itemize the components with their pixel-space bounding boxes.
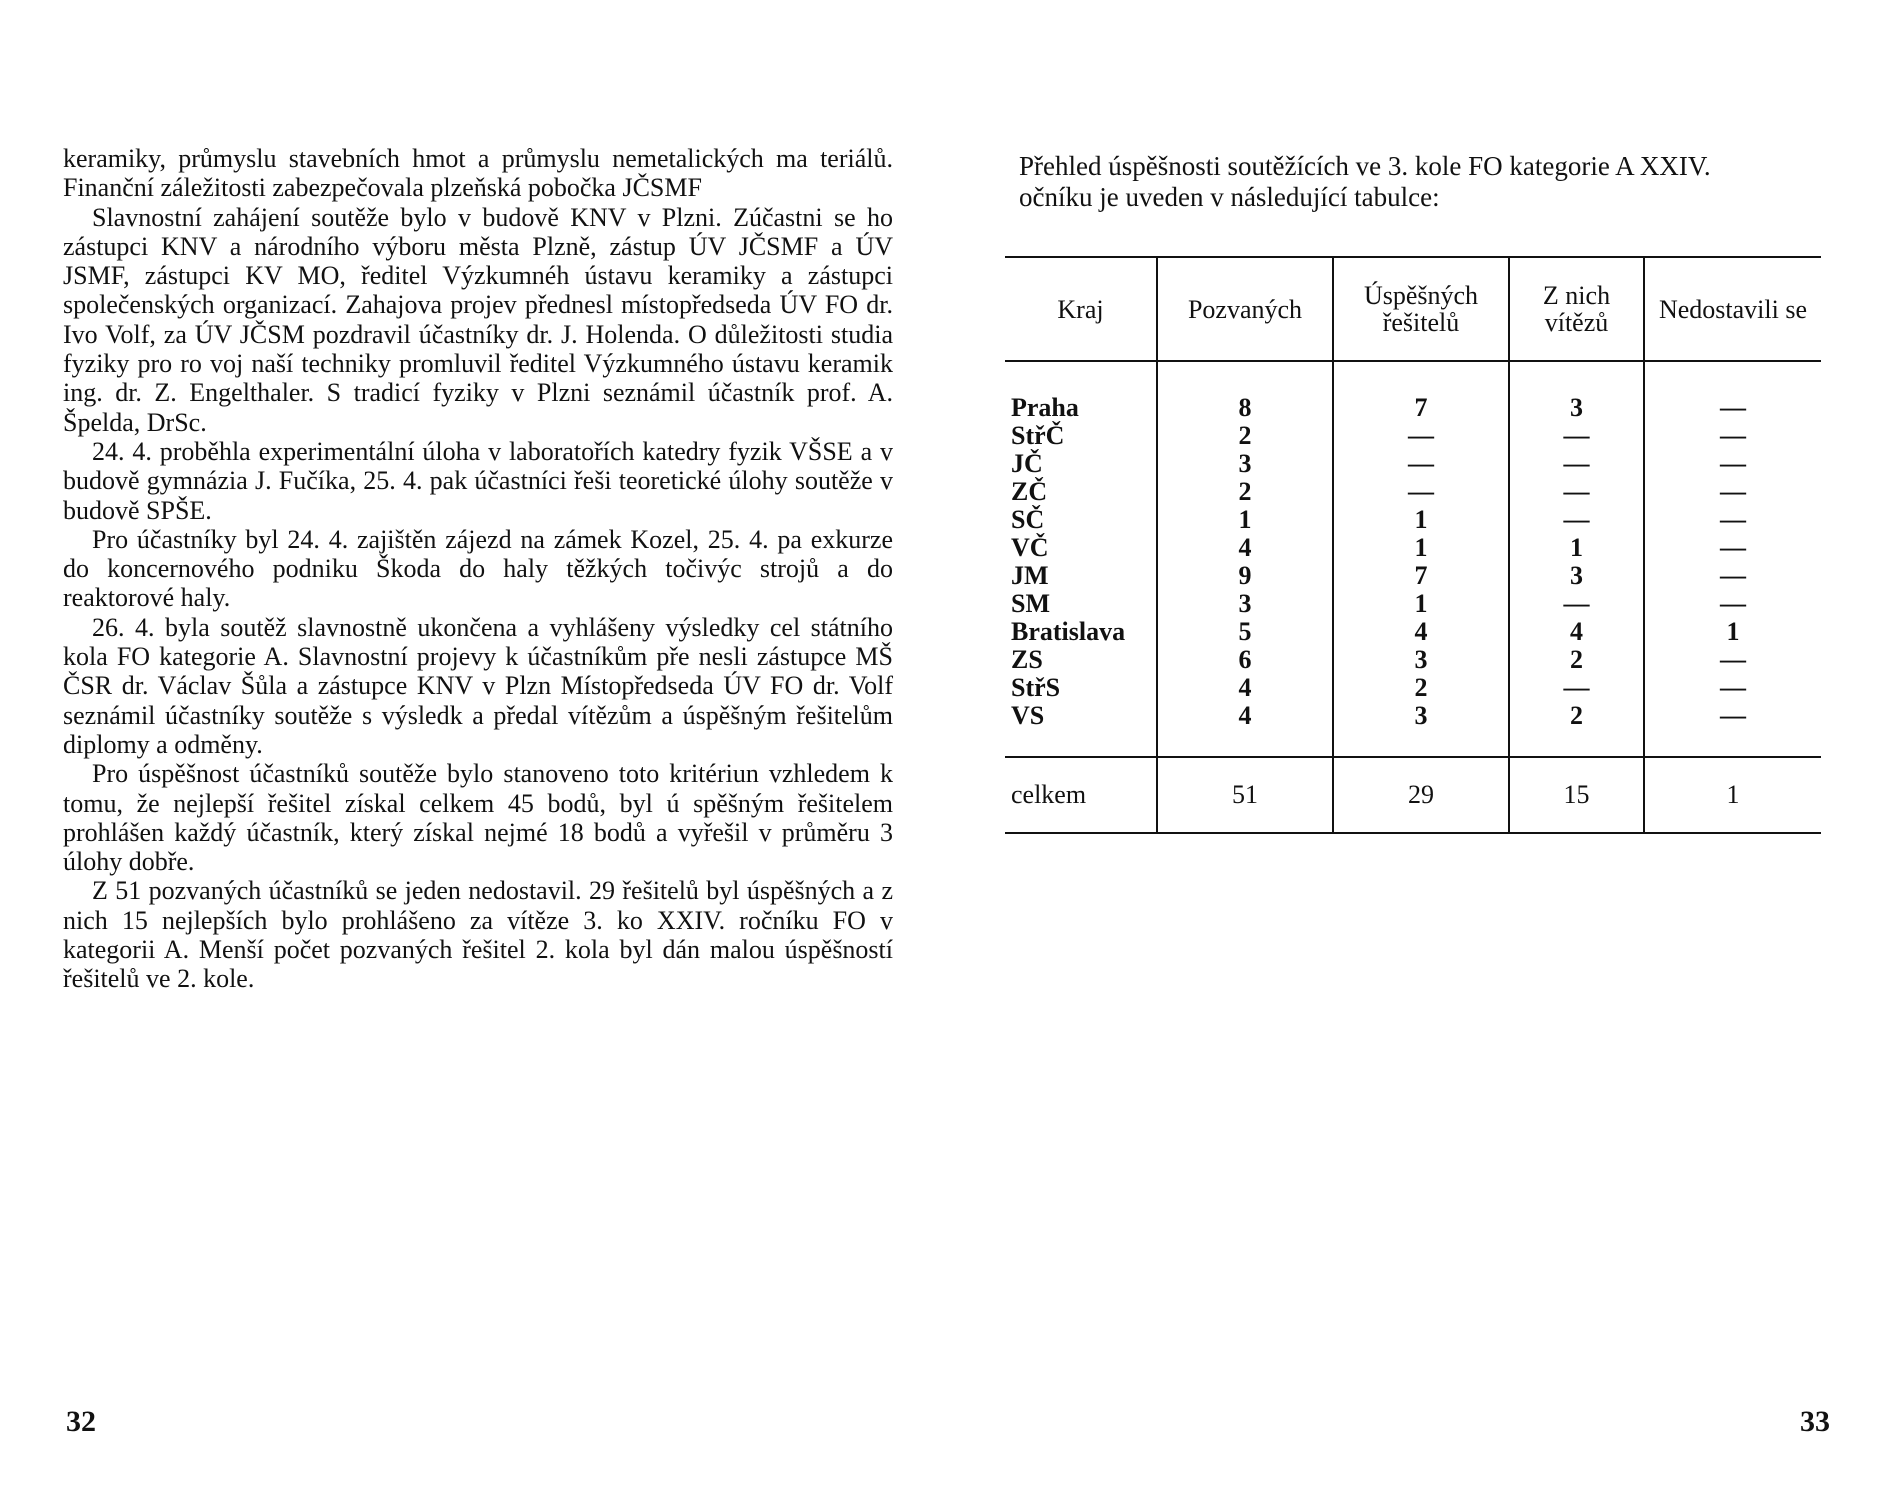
cell-kraj: ZS [1011, 645, 1043, 674]
cell-nedostavili: — [1644, 361, 1821, 422]
table-row [1005, 361, 1821, 422]
total-nedostavili: 1 [1644, 757, 1821, 833]
results-table [1005, 256, 1821, 834]
left-page-text [63, 144, 893, 994]
paragraph: Z 51 pozvaných účastníků se jeden nedostavil. 29 řešitelů byl úspěšných a z nich 15 nejlepších bylo prohlášeno za vítěze 3. ko XXIV. ročníku FO v kategorii A. Menší počet pozvaných řešitel 2. kola byl dán malou úspěšností řešitelů ve 2. kole. [63, 876, 893, 994]
intro-line: Přehled úspěšnosti soutěžících ve 3. kole FO kategorie A XXIV. [1019, 151, 1711, 181]
paragraph: 24. 4. proběhla experimentální úloha v laboratořích katedry fyzik VŠSE a v budově gymnázia J. Fučíka, 25. 4. pak účastníci řeši teoretické úlohy soutěže v budově SPŠE. [63, 436, 893, 525]
paragraph: 26. 4. byla soutěž slavnostně ukončena a vyhlášeny výsledky cel státního kola FO kategorie A. Slavnostní projevy k účastníkům pře nesli zástupce MŠ ČSR dr. Václav Šůla a zástupce KNV v Plzn Místopředseda ÚV FO dr. Volf seznámil účastníky soutěže s výsledk a předal vítězům a úspěšným řešitelům diplomy a odměny. [63, 612, 893, 759]
cell-kraj: VS [1011, 701, 1045, 730]
cell-uspesnych: — [1333, 478, 1509, 506]
cell-pozvanych: 4 [1157, 702, 1333, 757]
paragraph: keramiky, průmyslu stavebních hmot a průmyslu nemetalických ma teriálů. Finanční záležitosti zabezpečovala plzeňská pobočka JČSMF [63, 144, 893, 203]
cell-kraj: Praha [1011, 393, 1079, 422]
cell-pozvanych: 2 [1157, 478, 1333, 506]
table-row [1005, 674, 1821, 702]
table-row [1005, 646, 1821, 674]
cell-uspesnych: 1 [1333, 506, 1509, 534]
cell-pozvanych: 3 [1157, 590, 1333, 618]
cell-kraj: ZČ [1011, 477, 1048, 506]
cell-nedostavili: — [1644, 422, 1821, 450]
cell-uspesnych: 1 [1333, 590, 1509, 618]
cell-nedostavili: — [1644, 506, 1821, 534]
total-uspesnych: 29 [1333, 757, 1509, 833]
cell-vitezu: — [1509, 506, 1644, 534]
table-row [1005, 478, 1821, 506]
cell-kraj: Bratislava [1011, 617, 1126, 646]
cell-kraj: StřČ [1011, 421, 1065, 450]
cell-vitezu: 3 [1509, 562, 1644, 590]
cell-pozvanych: 4 [1157, 534, 1333, 562]
table-row [1005, 422, 1821, 450]
cell-uspesnych: 3 [1333, 702, 1509, 757]
cell-nedostavili: 1 [1644, 618, 1821, 646]
total-label: celkem [1005, 757, 1157, 833]
cell-vitezu: 1 [1509, 534, 1644, 562]
cell-kraj: JM [1011, 561, 1049, 590]
cell-vitezu: — [1509, 478, 1644, 506]
cell-pozvanych: 8 [1157, 361, 1333, 422]
cell-vitezu: 3 [1509, 361, 1644, 422]
table-row [1005, 534, 1821, 562]
total-pozvanych: 51 [1157, 757, 1333, 833]
cell-pozvanych: 3 [1157, 450, 1333, 478]
table-row [1005, 702, 1821, 757]
table-row [1005, 618, 1821, 646]
cell-pozvanych: 6 [1157, 646, 1333, 674]
cell-vitezu: — [1509, 422, 1644, 450]
cell-vitezu: — [1509, 590, 1644, 618]
cell-pozvanych: 4 [1157, 674, 1333, 702]
right-page [939, 0, 1878, 1501]
cell-uspesnych: — [1333, 450, 1509, 478]
cell-uspesnych: 2 [1333, 674, 1509, 702]
cell-uspesnych: 7 [1333, 361, 1509, 422]
total-vitezu: 15 [1509, 757, 1644, 833]
page-number-right: 33 [1800, 1405, 1830, 1438]
header-vitezu: Z nich vítězů [1509, 257, 1644, 361]
cell-uspesnych: 4 [1333, 618, 1509, 646]
cell-vitezu: 2 [1509, 702, 1644, 757]
table-row [1005, 562, 1821, 590]
paragraph: Pro účastníky byl 24. 4. zajištěn zájezd na zámek Kozel, 25. 4. pa exkurze do koncernového podniku Škoda do haly těžkých točivýc strojů a do reaktorové haly. [63, 524, 893, 613]
cell-pozvanych: 9 [1157, 562, 1333, 590]
cell-uspesnych: 1 [1333, 534, 1509, 562]
cell-kraj: SČ [1011, 505, 1045, 534]
paragraph: Slavnostní zahájení soutěže bylo v budově KNV v Plzni. Zúčastni se ho zástupci KNV a národního výboru města Plzně, zástup ÚV JČSMF a ÚV JSMF, zástupci KV MO, ředitel Výzkumnéh ústavu keramiky a zástupci společenských organizací. Zahajova projev přednesl místopředseda ÚV FO dr. Ivo Volf, za ÚV JČSM pozdravil účastníky dr. J. Holenda. O důležitosti studia fyziky pro ro voj naší techniky promluvil ředitel Výzkumného ústavu keramik ing. dr. Z. Engelthaler. S tradicí fyziky v Plzni seznámil účastník prof. A. Špelda, DrSc. [63, 202, 893, 437]
cell-nedostavili: — [1644, 674, 1821, 702]
paragraph: Pro úspěšnost účastníků soutěže bylo stanoveno toto kritériun vzhledem k tomu, že nejlepší řešitel získal celkem 45 bodů, byl ú spěšným řešitelem prohlášen každý účastník, který získal nejmé 18 bodů a vyřešil v průměru 3 úlohy dobře. [63, 759, 893, 877]
table-row [1005, 450, 1821, 478]
cell-uspesnych: 7 [1333, 562, 1509, 590]
page-number-left: 32 [66, 1405, 96, 1438]
cell-nedostavili: — [1644, 646, 1821, 674]
header-uspesnych: Úspěšných řešitelů [1333, 257, 1509, 361]
cell-uspesnych: — [1333, 422, 1509, 450]
cell-kraj: JČ [1011, 449, 1043, 478]
intro-line: očníku je uveden v následující tabulce: [1019, 182, 1440, 212]
cell-nedostavili: — [1644, 478, 1821, 506]
header-kraj: Kraj [1005, 257, 1157, 361]
cell-nedostavili: — [1644, 450, 1821, 478]
cell-pozvanych: 2 [1157, 422, 1333, 450]
cell-nedostavili: — [1644, 534, 1821, 562]
cell-vitezu: 4 [1509, 618, 1644, 646]
cell-kraj: StřS [1011, 673, 1061, 702]
cell-nedostavili: — [1644, 702, 1821, 757]
cell-uspesnych: 3 [1333, 646, 1509, 674]
cell-kraj: SM [1011, 589, 1050, 618]
header-pozvanych: Pozvaných [1157, 257, 1333, 361]
cell-vitezu: — [1509, 450, 1644, 478]
table-row [1005, 506, 1821, 534]
table-intro [1019, 151, 1779, 213]
cell-vitezu: 2 [1509, 646, 1644, 674]
cell-pozvanych: 5 [1157, 618, 1333, 646]
cell-pozvanych: 1 [1157, 506, 1333, 534]
cell-kraj: VČ [1011, 533, 1049, 562]
cell-nedostavili: — [1644, 562, 1821, 590]
table-row [1005, 590, 1821, 618]
cell-nedostavili: — [1644, 590, 1821, 618]
table-body [1005, 361, 1821, 757]
cell-vitezu: — [1509, 674, 1644, 702]
table-header-row [1005, 257, 1821, 361]
table-total-row [1005, 757, 1821, 833]
header-nedostavili: Nedostavili se [1644, 257, 1821, 361]
